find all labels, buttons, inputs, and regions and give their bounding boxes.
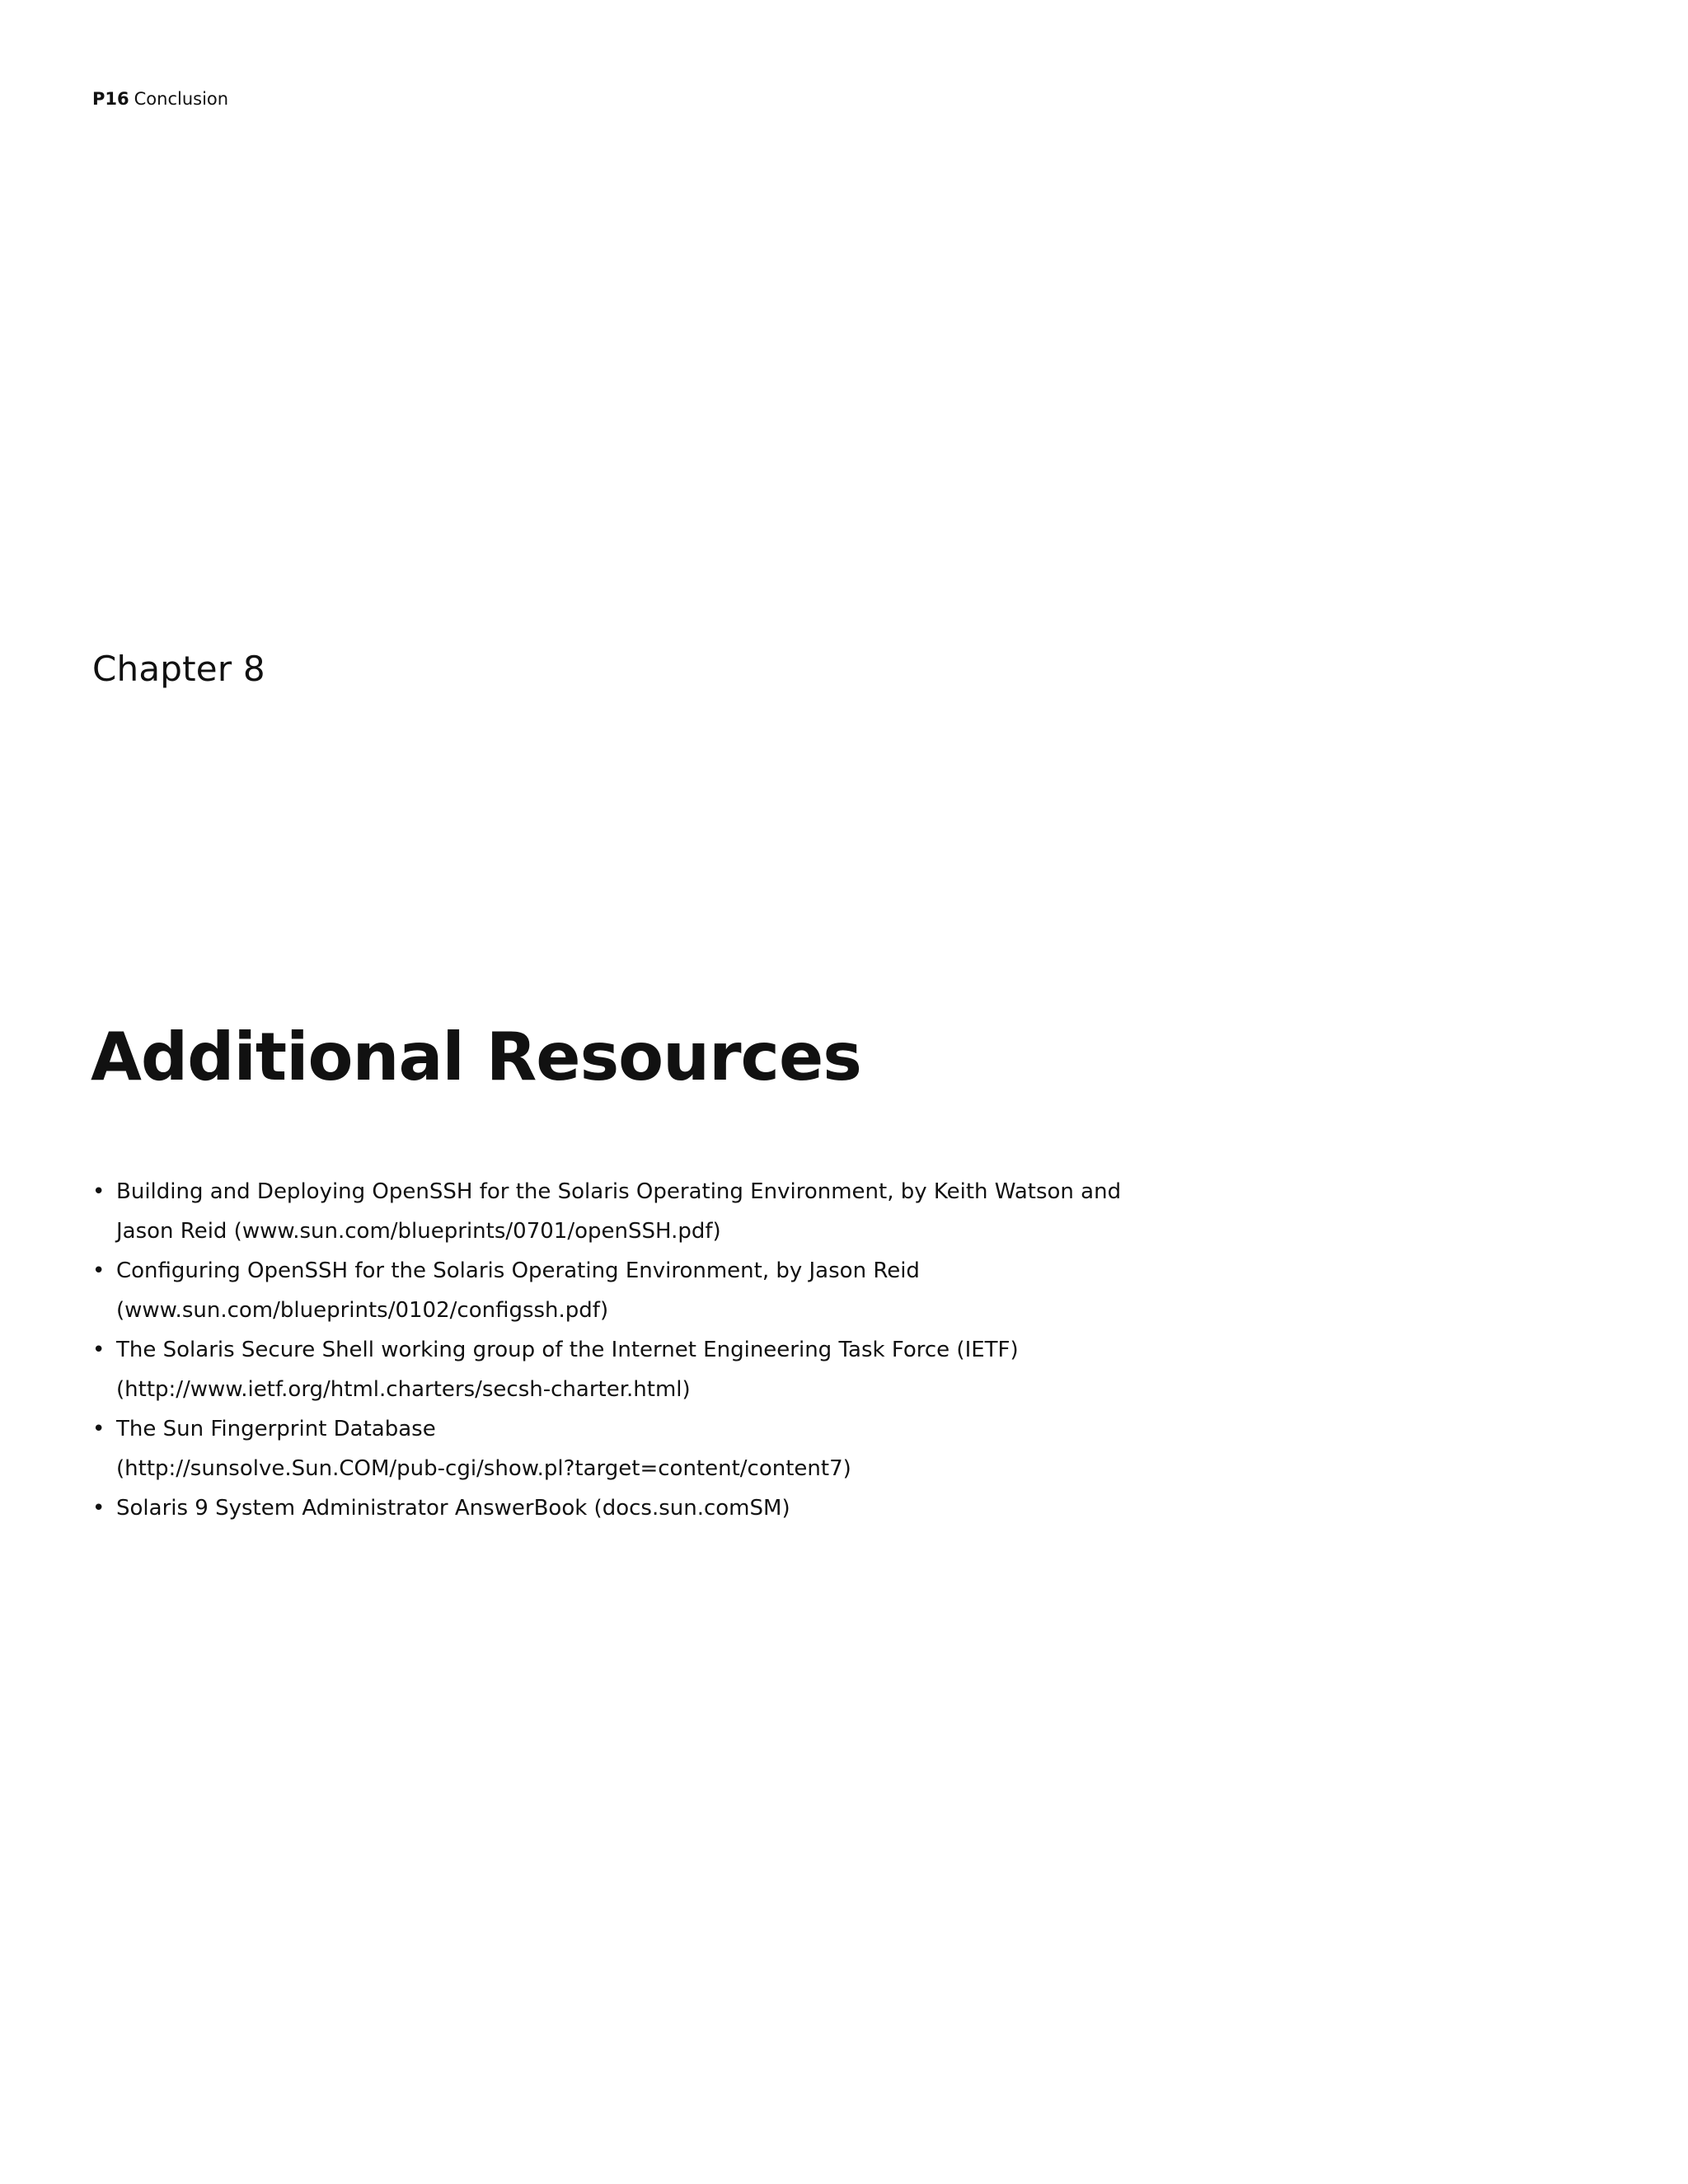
resource-link-text[interactable]: (www.sun.com/blueprints/0102/configssh.pdf) [116,1298,609,1323]
resource-text-line: The Sun Fingerprint Database [116,1417,436,1441]
resource-link-text[interactable]: (http://sunsolve.Sun.COM/pub-cgi/show.pl?target=content/content7) [116,1456,851,1481]
bullet-icon: • [92,1417,106,1441]
chapter-label: Chapter 8 [92,649,265,689]
resource-item-ietf-group [92,1330,1123,1409]
bullet-icon: • [92,1496,106,1521]
bullet-icon: • [92,1258,106,1283]
resource-item-openssh-config [92,1251,1123,1330]
resource-text-line: The Solaris Secure Shell working group of the Internet Engineering Task Force (IETF) [116,1338,1019,1362]
bullet-icon: • [92,1338,106,1362]
running-header [92,87,228,110]
resource-item-openssh-build [92,1172,1123,1251]
resource-item-answerbook [92,1488,1123,1528]
resource-list [92,1172,1123,1528]
resource-link-text[interactable]: (http://www.ietf.org/html.charters/secsh-charter.html) [116,1377,691,1402]
resource-text-line: Configuring OpenSSH for the Solaris Operating Environment, by Jason Reid [116,1258,920,1283]
bullet-icon: • [92,1179,106,1204]
resource-text-line: Building and Deploying OpenSSH for the Solaris Operating Environment, by Keith Watson and [116,1179,1122,1204]
section-title: Additional Resources [91,1019,861,1095]
page-number: P16 [92,89,129,109]
resource-item-fingerprint-database [92,1409,1123,1488]
header-section-title: Conclusion [134,89,229,109]
resource-text-line: Solaris 9 System Administrator AnswerBook (docs.sun.comSM) [116,1496,790,1521]
resource-link-text[interactable]: Jason Reid (www.sun.com/blueprints/0701/openSSH.pdf) [116,1219,721,1244]
